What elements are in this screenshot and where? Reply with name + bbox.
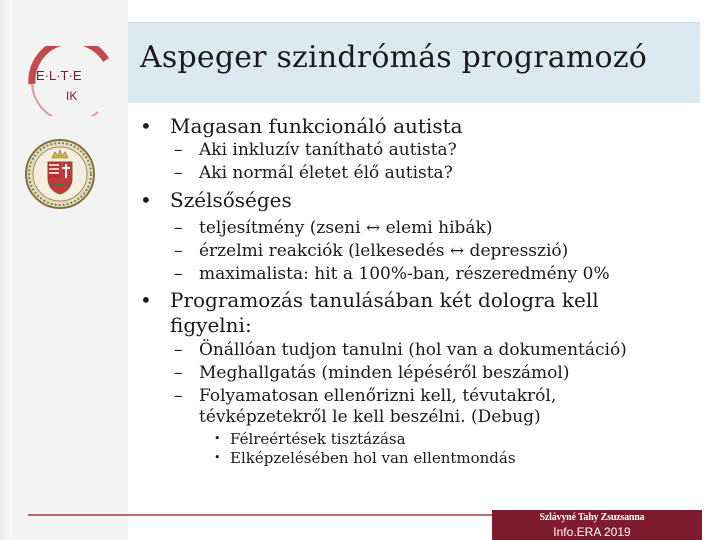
bullet-icon: • [214,432,221,445]
dash-icon: – [174,218,183,238]
university-crest-icon [24,134,96,214]
logo-text: E·L·T·E [36,68,82,83]
sub-item-text: tévképzetekről le kell beszélni. (Debug) [199,407,541,427]
elte-ik-logo [28,46,118,116]
slide-title: Aspeger szindrómás programozó [140,40,648,75]
footer-divider [28,514,502,516]
sub-sub-item-text: Félreértések tisztázása [230,430,406,448]
logo-subtext: IK [66,89,78,103]
sub-item-text: maximalista: hit a 100%-ban, részeredmény 0% [199,264,610,284]
bullet-icon: • [140,114,152,138]
dash-icon: – [174,340,183,360]
dash-icon: – [174,163,183,183]
bullet-text: Szélsőséges [170,188,292,212]
footer-event: Info.ERA 2019 [553,525,631,539]
dash-icon: – [174,264,183,284]
sub-item-text: Önállóan tudjon tanulni (hol van a dokumentáció) [199,340,627,360]
dash-icon: – [174,140,183,160]
dash-icon: – [174,386,183,406]
sub-item-text: érzelmi reakciók (lelkesedés ↔ depresszió) [199,241,569,261]
bullet-text: Magasan funkcionáló autista [170,114,463,138]
sub-sub-item-text: Elképzelésében hol van ellentmondás [230,449,516,467]
bullet-icon: • [214,451,221,464]
bullet-text: figyelni: [170,313,252,337]
sub-item-text: Aki normál életet élő autista? [199,163,453,183]
bullet-icon: • [140,188,152,212]
footer-author: Szlávyné Tahy Zsuzsanna [539,512,645,523]
bullet-icon: • [140,288,152,312]
sub-item-text: Folyamatosan ellenőrizni kell, tévutakról, [199,386,557,406]
left-strip [0,0,12,540]
sub-item-text: teljesítmény (zseni ↔ elemi hibák) [199,218,493,238]
dash-icon: – [174,241,183,261]
dash-icon: – [174,363,183,383]
bullet-text: Programozás tanulásában két dologra kell [170,288,599,312]
sub-item-text: Aki inkluzív tanítható autista? [199,140,457,160]
sub-item-text: Meghallgatás (minden lépéséről beszámol) [199,363,570,383]
